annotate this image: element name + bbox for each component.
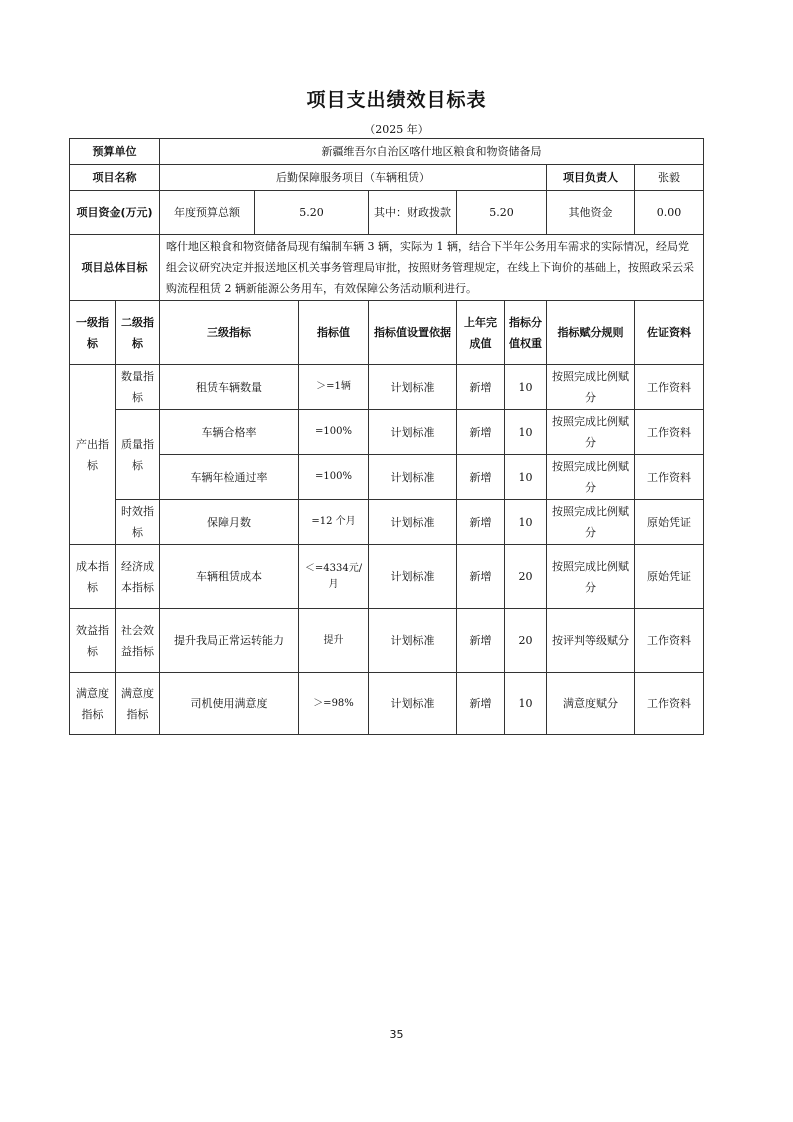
row-rule: 按照完成比例赋分 xyxy=(547,455,635,500)
row-value: ＜=4334元/月 xyxy=(299,545,369,609)
row-value: =100% xyxy=(299,455,369,500)
budget-unit-row xyxy=(70,139,704,165)
group-benefit: 效益指标 xyxy=(70,609,116,673)
row-rule: 按照完成比例赋分 xyxy=(547,365,635,410)
row-l3: 车辆租赁成本 xyxy=(160,545,299,609)
row-last-year: 新增 xyxy=(457,545,505,609)
row-weight: 10 xyxy=(505,455,547,500)
row-l3: 司机使用满意度 xyxy=(160,673,299,735)
row-weight: 10 xyxy=(505,410,547,455)
goal-label: 项目总体目标 xyxy=(70,235,160,301)
row-basis: 计划标准 xyxy=(369,455,457,500)
row-weight: 10 xyxy=(505,365,547,410)
row-evidence: 工作资料 xyxy=(635,365,704,410)
row-value: =12 个月 xyxy=(299,500,369,545)
row-basis: 计划标准 xyxy=(369,365,457,410)
table-row xyxy=(70,455,704,500)
header-rule: 指标赋分规则 xyxy=(547,301,635,365)
budget-unit-label: 预算单位 xyxy=(70,139,160,165)
header-l1: 一级指标 xyxy=(70,301,116,365)
goal-text: 喀什地区粮食和物资储备局现有编制车辆 3 辆，实际为 1 辆，结合下半年公务用车需求的实际情况，经局党组会议研究决定并报送地区机关事务管理局审批，按照财务管理规定，在线上下询价的基础上，按照政采云采购流程租赁 2 辆新能源公务用车，有效保障公务活动顺利进行。 xyxy=(160,235,704,301)
project-owner-label: 项目负责人 xyxy=(547,165,635,191)
project-owner-value: 张毅 xyxy=(635,165,704,191)
indicator-header-row xyxy=(70,301,704,365)
row-l3: 车辆合格率 xyxy=(160,410,299,455)
year-label: （2025 年） xyxy=(364,123,429,136)
row-last-year: 新增 xyxy=(457,365,505,410)
table-row xyxy=(70,673,704,735)
performance-table xyxy=(69,138,704,735)
table-row xyxy=(70,365,704,410)
row-evidence: 工作资料 xyxy=(635,455,704,500)
header-basis: 指标值设置依据 xyxy=(369,301,457,365)
group-satisfaction-sub: 满意度指标 xyxy=(116,673,160,735)
project-name-value: 后勤保障服务项目（车辆租赁） xyxy=(160,165,547,191)
row-value: =100% xyxy=(299,410,369,455)
header-value: 指标值 xyxy=(299,301,369,365)
row-l3: 提升我局正常运转能力 xyxy=(160,609,299,673)
row-value: 提升 xyxy=(299,609,369,673)
group-output: 产出指标 xyxy=(70,365,116,545)
table-row xyxy=(70,500,704,545)
row-weight: 20 xyxy=(505,545,547,609)
row-last-year: 新增 xyxy=(457,500,505,545)
row-basis: 计划标准 xyxy=(369,673,457,735)
table-row xyxy=(70,545,704,609)
row-rule: 按照完成比例赋分 xyxy=(547,500,635,545)
other-funds-value: 0.00 xyxy=(635,191,704,235)
funds-label: 项目资金(万元) xyxy=(70,191,160,235)
row-evidence: 原始凭证 xyxy=(635,545,704,609)
row-basis: 计划标准 xyxy=(369,545,457,609)
row-weight: 10 xyxy=(505,673,547,735)
row-l3: 保障月数 xyxy=(160,500,299,545)
row-rule: 满意度赋分 xyxy=(547,673,635,735)
row-basis: 计划标准 xyxy=(369,500,457,545)
group-econ-cost: 经济成本指标 xyxy=(116,545,160,609)
goal-row xyxy=(70,235,704,301)
row-rule: 按照完成比例赋分 xyxy=(547,545,635,609)
header-weight: 指标分值权重 xyxy=(505,301,547,365)
page-number: 35 xyxy=(389,1028,404,1041)
row-value: ＞=98% xyxy=(299,673,369,735)
group-quantity: 数量指标 xyxy=(116,365,160,410)
fiscal-label: 其中：财政拨款 xyxy=(369,191,457,235)
group-quality: 质量指标 xyxy=(116,410,160,500)
header-evidence: 佐证资料 xyxy=(635,301,704,365)
project-name-row xyxy=(70,165,704,191)
row-basis: 计划标准 xyxy=(369,609,457,673)
group-satisfaction: 满意度指标 xyxy=(70,673,116,735)
row-basis: 计划标准 xyxy=(369,410,457,455)
page-title: 项目支出绩效目标表 xyxy=(306,89,487,111)
group-social-benefit: 社会效益指标 xyxy=(116,609,160,673)
row-last-year: 新增 xyxy=(457,455,505,500)
row-rule: 按照完成比例赋分 xyxy=(547,410,635,455)
budget-unit-value: 新疆维吾尔自治区喀什地区粮食和物资储备局 xyxy=(160,139,704,165)
row-l3: 车辆年检通过率 xyxy=(160,455,299,500)
row-evidence: 工作资料 xyxy=(635,673,704,735)
other-funds-label: 其他资金 xyxy=(547,191,635,235)
row-evidence: 工作资料 xyxy=(635,609,704,673)
row-evidence: 原始凭证 xyxy=(635,500,704,545)
annual-total-value: 5.20 xyxy=(255,191,369,235)
row-l3: 租赁车辆数量 xyxy=(160,365,299,410)
annual-total-label: 年度预算总额 xyxy=(160,191,255,235)
row-weight: 20 xyxy=(505,609,547,673)
table-row xyxy=(70,609,704,673)
row-rule: 按评判等级赋分 xyxy=(547,609,635,673)
header-l3: 三级指标 xyxy=(160,301,299,365)
group-timeliness: 时效指标 xyxy=(116,500,160,545)
group-cost: 成本指标 xyxy=(70,545,116,609)
fiscal-value: 5.20 xyxy=(457,191,547,235)
row-last-year: 新增 xyxy=(457,609,505,673)
row-last-year: 新增 xyxy=(457,673,505,735)
header-last-year: 上年完成值 xyxy=(457,301,505,365)
row-value: ＞=1辆 xyxy=(299,365,369,410)
project-name-label: 项目名称 xyxy=(70,165,160,191)
funds-row xyxy=(70,191,704,235)
header-l2: 二级指标 xyxy=(116,301,160,365)
row-weight: 10 xyxy=(505,500,547,545)
row-evidence: 工作资料 xyxy=(635,410,704,455)
table-row xyxy=(70,410,704,455)
row-last-year: 新增 xyxy=(457,410,505,455)
